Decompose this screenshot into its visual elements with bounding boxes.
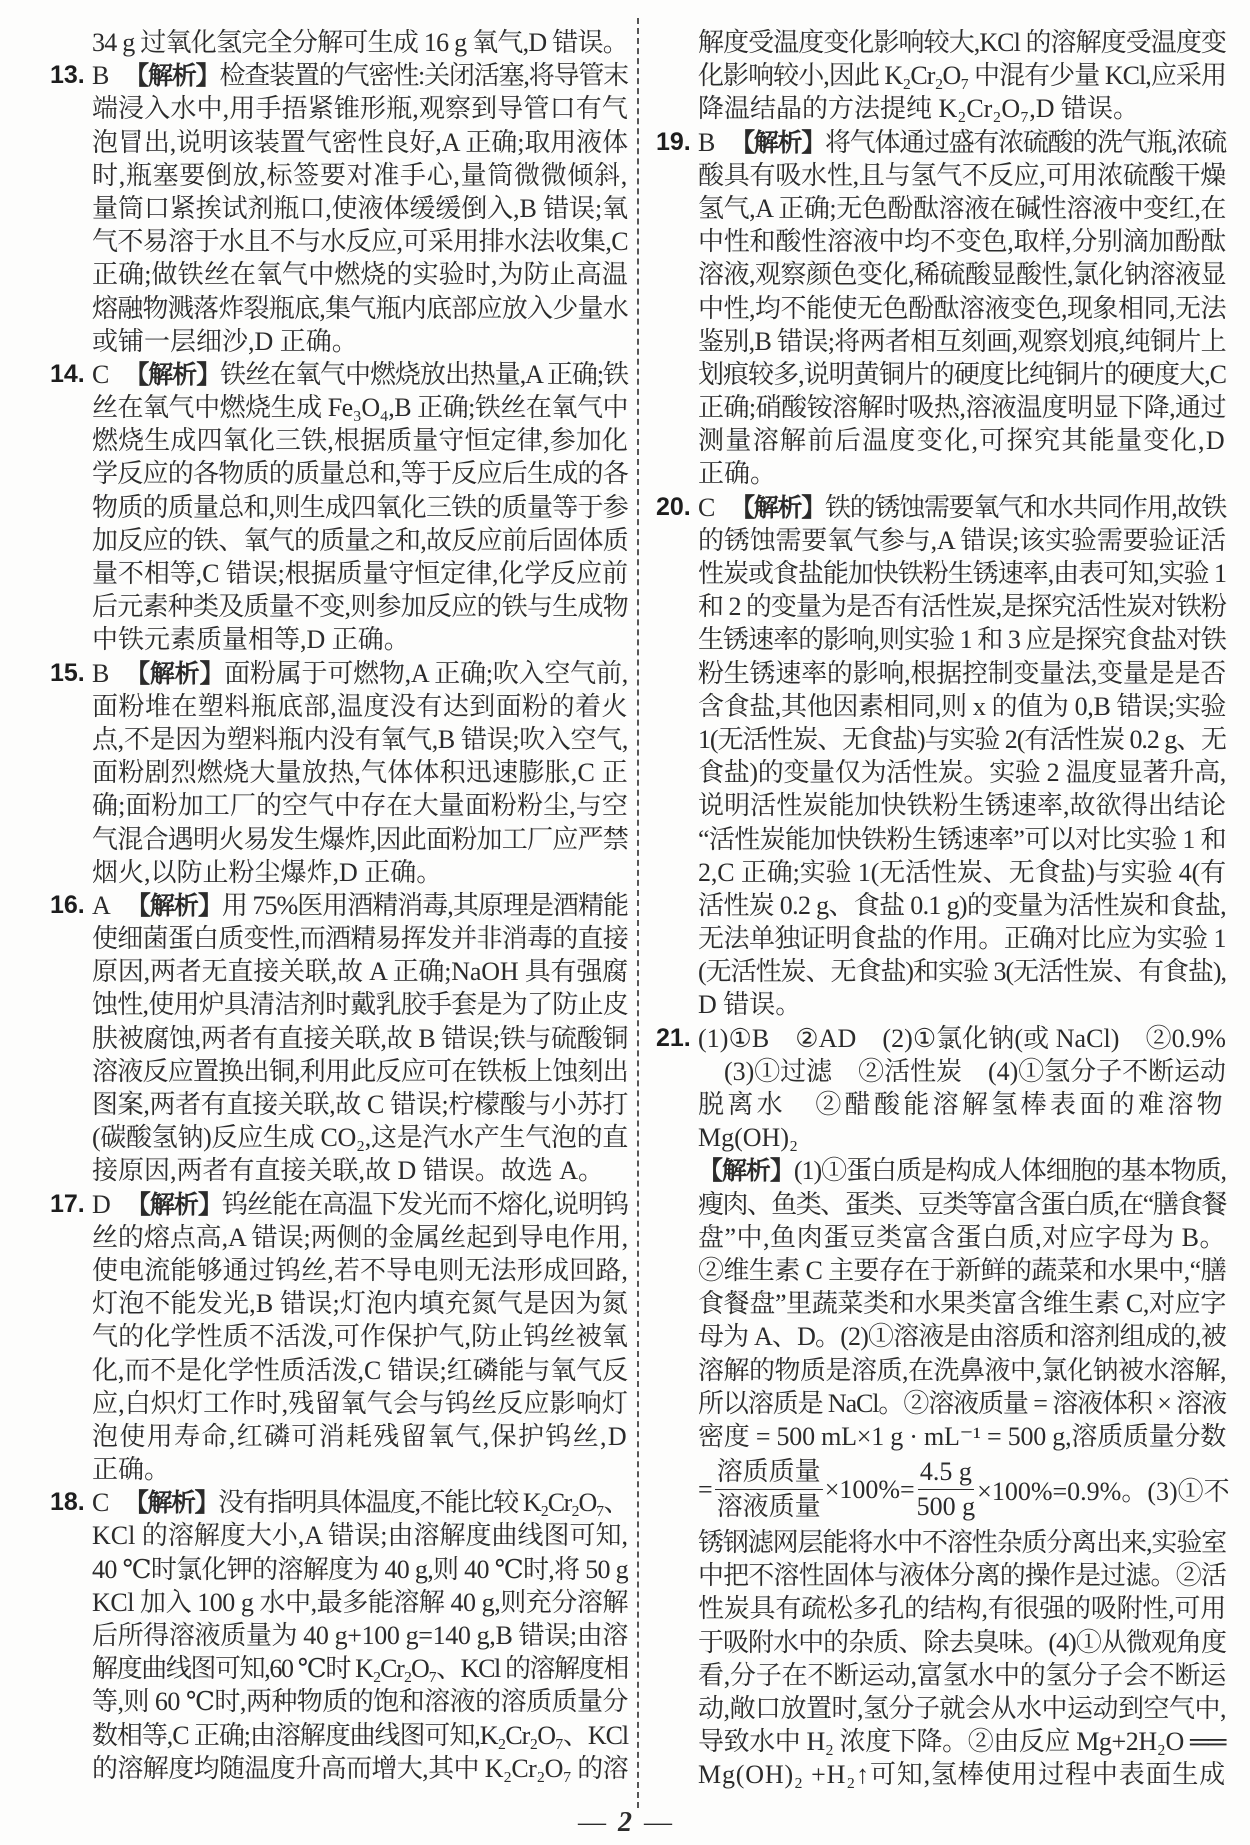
text-line (698, 988, 1226, 1021)
text-line (698, 922, 1226, 955)
line-text: 中铁元素质量相等,D 正确。 (92, 625, 410, 655)
line-text: (无活性炭、无食盐)和实验 3(无活性炭、有食盐), (698, 957, 1226, 987)
line-text: 粉生锈速率的影响,根据控制变量法,变量是是否 (698, 658, 1226, 688)
text-line (92, 955, 628, 988)
line-text: 使细菌蛋白质变性,而酒精易挥发并非消毒的直接 (92, 924, 628, 954)
text-line (92, 756, 628, 789)
line-text: 氢气,A 正确;无色酚酞溶液在碱性溶液中变红,在 (698, 193, 1226, 223)
answer-item-first-line (50, 358, 628, 391)
denominator: 溶液质量 (716, 1492, 821, 1522)
text-line (698, 524, 1226, 557)
line-text: 燃烧生成四氧化三铁,根据质量守恒定律,参加化 (92, 426, 628, 456)
text-line (698, 1420, 1226, 1453)
line-text: 盘”中,鱼肉蛋豆类富含蛋白质,对应字母为 B。 (698, 1222, 1226, 1252)
line-text: Mg(OH)₂ (698, 1123, 799, 1153)
text-line (698, 1055, 1226, 1088)
text-line (92, 491, 628, 524)
denominator: 500 g (916, 1492, 976, 1522)
line-text: 灯泡不能发光,B 错误;灯泡内填充氮气是因为氮 (92, 1289, 628, 1319)
text-line (698, 1758, 1226, 1791)
footer-dash: — (644, 1807, 672, 1838)
line-text: 正确;硝酸铵溶解时吸热,溶液温度明显下降,通过 (698, 393, 1226, 423)
line-text: 解度曲线图可知,60 ℃时 K₂Cr₂O₇、KCl 的溶解度相 (92, 1654, 628, 1684)
text-line (698, 1121, 1226, 1154)
line-text: 性炭具有疏松多孔的结构,有很强的吸附性,可用 (698, 1594, 1226, 1624)
text-line (698, 590, 1226, 623)
line-text: 降温结晶的方法提纯 K₂Cr₂O₇,D 错误。 (698, 94, 1140, 124)
line-text: KCl 加入 100 g 水中,最多能溶解 40 g,则充分溶解 (92, 1587, 628, 1617)
text-line (92, 1553, 628, 1586)
item-number: 15. (50, 658, 85, 687)
line-text: 熔融物溅落炸裂瓶底,集气瓶内底部应放入少量水 (92, 293, 628, 323)
line-text: 中性和酸性溶液中均不变色,取样,分别滴加酚酞 (698, 227, 1226, 257)
text-line (92, 391, 628, 424)
text-segment: ×100%= (824, 1474, 915, 1504)
answer-choice: B (92, 658, 110, 688)
item-number: 18. (50, 1488, 85, 1517)
text-line (92, 126, 628, 159)
line-text: “活性炭能加快铁粉生锈速率”可以对比实验 1 和 (698, 824, 1226, 854)
text-line (92, 1354, 628, 1387)
text-line (92, 292, 628, 325)
answer-item-first-line (50, 1188, 628, 1221)
line-text: 面粉属于可燃物,A 正确;吹入空气前, (224, 658, 628, 688)
numerator: 4.5 g (918, 1455, 974, 1490)
text-line (698, 889, 1226, 922)
analysis-tag: 【解析】 (698, 1157, 794, 1186)
line-text: 性炭或食盐能加快铁粉生锈速率,由表可知,实验 1 (698, 559, 1226, 588)
text-line (92, 159, 628, 192)
text-line (698, 1254, 1226, 1287)
line-text: 导致水中 H₂ 浓度下降。②由反应 Mg+2H₂O ══ (698, 1727, 1226, 1757)
text-line (92, 823, 628, 856)
line-text: 34 g 过氧化氢完全分解可生成 16 g 氧气,D 错误。 (92, 28, 628, 57)
text-line (92, 922, 628, 955)
line-text: KCl 的溶解度大小,A 错误;由溶解度曲线图可知, (92, 1521, 628, 1551)
text-line (698, 690, 1226, 723)
text-line (92, 723, 628, 756)
text-line (698, 723, 1226, 756)
text-line (92, 1022, 628, 1055)
line-text: 没有指明具体温度,不能比较 K₂Cr₂O₇、 (218, 1488, 629, 1518)
line-text: 动,敞口放置时,氢分子就会从水中运动到空气中, (698, 1694, 1226, 1723)
line-text: 肤被腐蚀,两者有直接关联,故 B 错误;铁与硫酸铜 (92, 1023, 628, 1053)
line-text: 的溶解度均随温度升高而增大,其中 K₂Cr₂O₇ 的溶 (92, 1753, 628, 1783)
text-line (698, 225, 1226, 258)
text-line (92, 325, 628, 358)
line-text: 等,则 60 ℃时,两种物质的饱和溶液的溶质质量分 (92, 1687, 628, 1717)
item-number: 13. (50, 61, 85, 90)
line-text: 所以溶质是 NaCl。②溶液质量 = 溶液体积 × 溶液 (698, 1388, 1226, 1418)
item-number: 17. (50, 1189, 85, 1218)
line-text: 无法单独证明食盐的作用。正确对比应为实验 1 (698, 924, 1226, 954)
text-line (92, 856, 628, 889)
text-line (92, 623, 628, 656)
line-text: (1)①B ②AD (2)①氯化钠(或 NaCl) ②0.9% (698, 1023, 1226, 1053)
analysis-tag: 【解析】 (124, 360, 221, 389)
line-text: 泡使用寿命,红磷可消耗残留氧气,保护钨丝,D (92, 1421, 628, 1451)
text-line (698, 955, 1226, 988)
text-line (698, 391, 1226, 424)
line-text: 2,C 正确;实验 1(无活性炭、无食盐)与实验 4(有 (698, 857, 1226, 887)
line-text: 气的化学性质不活泼,可作保护气,防止钨丝被氧 (92, 1322, 628, 1352)
line-text: 端浸入水中,用手捂紧锥形瓶,观察到导管口有气 (92, 94, 628, 124)
numerator: 溶质质量 (715, 1455, 823, 1490)
right-column (656, 26, 1230, 1792)
item-number: 16. (50, 890, 85, 919)
text-line (698, 1725, 1226, 1758)
line-text: 溶液,观察颜色变化,稀硫酸显酸性,氯化钠溶液显 (698, 260, 1226, 290)
text-line (92, 258, 628, 291)
text-line (698, 159, 1226, 192)
line-text: 生锈速率的影响,则实验 1 和 3 应是探究食盐对铁 (698, 625, 1226, 655)
line-text: 学反应的各物质的质量总和,等于反应后生成的各 (92, 459, 628, 489)
text-line (92, 1055, 628, 1088)
answer-item-first-line (50, 657, 628, 690)
line-text: 活性炭 0.2 g、食盐 0.1 g)的变量为活性炭和食盐, (698, 890, 1226, 920)
line-text: 面粉剧烈燃烧大量放热,气体体积迅速膨胀,C 正 (92, 758, 628, 788)
text-line (92, 1519, 628, 1552)
text-line (698, 1188, 1226, 1221)
line-text: 时,瓶塞要倒放,标签要对准手心,量筒微微倾斜, (92, 160, 628, 190)
text-line (92, 1619, 628, 1652)
text-line (92, 26, 628, 59)
line-text: 蚀性,使用炉具清洁剂时戴乳胶手套是为了防止皮 (92, 990, 628, 1020)
analysis-tag: 【解析】 (730, 128, 826, 157)
line-text: 锈钢滤网层能将水中不溶性杂质分离出来,实验室 (698, 1528, 1226, 1558)
line-text: 酸具有吸水性,且与氢气不反应,可用浓硫酸干燥 (698, 160, 1226, 190)
line-text: 图案,两者有直接关联,故 C 错误;柠檬酸与小苏打 (92, 1090, 628, 1119)
line-text: 气混合遇明火易发生爆炸,因此面粉加工厂应严禁 (92, 824, 628, 854)
line-text: (1)①蛋白质是构成人体细胞的基本物质, (793, 1156, 1226, 1186)
text-line (698, 92, 1226, 125)
text-line (92, 225, 628, 258)
text-line (92, 424, 628, 457)
line-text: 正确。 (698, 459, 777, 489)
text-line (92, 1320, 628, 1353)
line-text: D 错误。 (698, 990, 802, 1020)
item-number: 21. (656, 1023, 691, 1052)
text-line (92, 1254, 628, 1287)
line-text: 中把不溶性固体与液体分离的操作是过滤。②活 (698, 1561, 1226, 1591)
line-text: 正确。 (92, 1455, 171, 1485)
item-number: 20. (656, 492, 691, 521)
line-text: 物质的质量总和,则生成四氧化三铁的质量等于参 (92, 492, 628, 522)
line-text: 烟火,以防止粉尘爆炸,D 正确。 (92, 857, 443, 887)
text-line (92, 789, 628, 822)
answer-choice: C (698, 492, 715, 522)
line-text: 气不易溶于水且不与水反应,可采用排水法收集,C (92, 227, 628, 257)
line-text: 1(无活性炭、无食盐)与实验 2(有活性炭 0.2 g、无 (698, 724, 1226, 754)
text-line (698, 1287, 1226, 1320)
analysis-tag: 【解析】 (124, 62, 220, 91)
text-line (698, 1626, 1226, 1659)
line-text: 食餐盘”里蔬菜类和水果类富含维生素 C,对应字 (698, 1289, 1226, 1319)
column-divider (637, 18, 639, 1808)
line-text: 确;面粉加工厂的空气中存在大量面粉粉尘,与空 (92, 791, 628, 821)
line-text: 铁丝在氧气中燃烧放出热量,A 正确;铁 (220, 359, 628, 389)
text-line (92, 557, 628, 590)
text-line (698, 1088, 1226, 1121)
line-text: 于吸附水中的杂质、除去臭味。(4)①从微观角度 (698, 1627, 1226, 1657)
line-text: 食盐)的变量仅为活性炭。实验 2 温度显著升高, (698, 758, 1226, 788)
text-line (92, 1420, 628, 1453)
text-line (698, 1592, 1226, 1625)
text-line (92, 690, 628, 723)
text-line (698, 557, 1226, 590)
answer-item-first-line (50, 889, 628, 922)
line-text: 后元素种类及质量不变,则参加反应的铁与生成物 (92, 592, 628, 622)
answer-choice: A (92, 890, 110, 920)
analysis-tag: 【解析】 (125, 659, 225, 688)
text-line (698, 1526, 1226, 1559)
text-line (92, 457, 628, 490)
page-number: 2 (618, 1807, 632, 1838)
text-line (92, 192, 628, 225)
analysis-tag: 【解析】 (125, 891, 222, 920)
text-line (698, 1387, 1226, 1420)
text-line (698, 856, 1226, 889)
text-line (92, 1453, 628, 1486)
line-text: 的锈蚀需要氧气参与,A 错误;该实验需要验证活 (698, 525, 1226, 555)
text-line (92, 1685, 628, 1718)
text-line (698, 1692, 1226, 1725)
analysis-tag: 【解析】 (730, 493, 826, 522)
line-text: 说明活性炭能加快铁粉生锈速率,故欲得出结论 (698, 791, 1226, 821)
line-text: 面粉堆在塑料瓶底部,温度没有达到面粉的着火 (92, 691, 628, 721)
text-line (698, 1221, 1226, 1254)
line-text: 使电流能够通过钨丝,若不导电则无法形成回路, (92, 1255, 628, 1285)
text-line (698, 756, 1226, 789)
answer-choice: C (92, 1488, 108, 1518)
text-line (92, 1752, 628, 1785)
text-line (92, 1387, 628, 1420)
line-text: 量不相等,C 错误;根据质量守恒定律,化学反应前 (92, 559, 628, 588)
line-text: 鉴别,B 错误;将两者相互刻画,观察划痕,纯铜片上 (698, 326, 1226, 356)
line-text: 原因,两者无直接关联,故 A 正确;NaOH 具有强腐 (92, 957, 628, 987)
text-line (92, 1121, 628, 1154)
text-line (92, 1088, 628, 1121)
text-line (698, 59, 1226, 92)
line-text: Mg(OH)₂ +H₂↑可知,氢棒使用过程中表面生成 (698, 1760, 1226, 1790)
text-line (698, 1320, 1226, 1353)
line-text: 脱离水 ②醋酸能溶解氢棒表面的难溶物 (698, 1090, 1226, 1119)
text-line (92, 1586, 628, 1619)
answer-choice: B (92, 61, 109, 91)
line-text: 溶解的物质是溶质,在洗鼻液中,氯化钠被水溶解, (698, 1355, 1226, 1385)
page-footer (0, 1806, 1250, 1840)
item-number: 19. (656, 127, 691, 156)
text-line (698, 457, 1226, 490)
line-text: 密度 = 500 mL×1 g · mL⁻¹ = 500 g,溶质质量分数 (698, 1421, 1226, 1451)
text-line (698, 325, 1226, 358)
line-text: 看,分子在不断运动,富氢水中的氢分子会不断运 (698, 1660, 1226, 1690)
line-text: 中性,均不能使无色酚酞溶液变色,现象相同,无法 (698, 293, 1226, 323)
item-number: 14. (50, 359, 85, 388)
text-line (698, 26, 1226, 59)
text-line (92, 1221, 628, 1254)
line-text: 解度受温度变化影响较大,KCl 的溶解度受温度变 (698, 28, 1226, 57)
line-text: 溶液反应置换出铜,利用此反应可在铁板上蚀刻出 (92, 1056, 628, 1086)
line-text: 检查装置的气密性:关闭活塞,将导管末 (219, 61, 628, 91)
fraction (917, 1455, 976, 1524)
text-line (92, 590, 628, 623)
line-text: 接原因,两者有直接关联,故 D 错误。故选 A。 (92, 1156, 605, 1186)
line-text: 和 2 的变量为是否有活性炭,是探究活性炭对铁粉 (698, 592, 1226, 622)
line-text: 正确;做铁丝在氧气中燃烧的实验时,为防止高温 (92, 260, 628, 290)
line-text: 加反应的铁、氧气的质量之和,故反应前后固体质 (92, 525, 628, 555)
text-line (698, 789, 1226, 822)
text-line (92, 92, 628, 125)
text-line (698, 292, 1226, 325)
text-segment: = (698, 1474, 713, 1504)
text-line (698, 424, 1226, 457)
line-text: 用 75%医用酒精消毒,其原理是酒精能 (221, 890, 628, 920)
answer-item-first-line (656, 1022, 1226, 1055)
line-text: 数相等,C 正确;由溶解度曲线图可知,K₂Cr₂O₇、KCl (92, 1720, 628, 1750)
line-text: 或铺一层细沙,D 正确。 (92, 326, 358, 356)
line-text: 含食盐,其他因素相同,则 x 的值为 0,B 错误;实验 (698, 691, 1226, 721)
text-line (698, 657, 1226, 690)
answer-item-first-line (656, 491, 1226, 524)
text-line (698, 1354, 1226, 1387)
answer-item-first-line (50, 1486, 629, 1519)
text-line (698, 623, 1226, 656)
line-text: 将气体通过盛有浓硫酸的洗气瓶,浓硫 (825, 127, 1226, 157)
fraction (715, 1455, 823, 1524)
text-segment: ×100%=0.9%。(3)①不 (977, 1477, 1230, 1507)
text-line (92, 988, 628, 1021)
fraction-line (698, 1453, 1230, 1526)
text-line (92, 1287, 628, 1320)
line-text: 应,白炽灯工作时,残留氧气会与钨丝反应影响灯 (92, 1388, 628, 1418)
text-line (698, 823, 1226, 856)
answer-choice: B (698, 127, 715, 157)
text-line (698, 1559, 1226, 1592)
text-line (698, 258, 1226, 291)
line-text: 量筒口紧挨试剂瓶口,使液体缓缓倒入,B 错误;氧 (92, 193, 628, 223)
line-text: 划痕较多,说明黄铜片的硬度比纯铜片的硬度大,C (698, 359, 1226, 389)
text-line (698, 192, 1226, 225)
answer-item-first-line (50, 59, 628, 92)
text-line (92, 1154, 628, 1187)
line-text: 母为 A、D。(2)①溶液是由溶质和溶剂组成的,被 (698, 1322, 1226, 1352)
line-text: 40 ℃时氯化钾的溶解度为 40 g,则 40 ℃时,将 50 g (92, 1554, 628, 1584)
text-line (698, 358, 1226, 391)
answer-item-first-line (656, 126, 1226, 159)
line-text: (碳酸氢钠)反应生成 CO₂,这是汽水产生气泡的直 (92, 1123, 628, 1153)
line-text: 丝在氧气中燃烧生成 Fe₃O₄,B 正确;铁丝在氧气中 (92, 393, 628, 423)
analysis-tag: 【解析】 (125, 1190, 222, 1219)
line-text: ②维生素 C 主要存在于新鲜的蔬菜和水果中,“膳 (698, 1255, 1226, 1285)
text-line (92, 1719, 628, 1752)
text-line (698, 1154, 1226, 1187)
line-text: 丝的熔点高,A 错误;两侧的金属丝起到导电作用, (92, 1222, 628, 1252)
answer-choice: C (92, 359, 109, 389)
analysis-tag: 【解析】 (123, 1489, 219, 1518)
line-text: 测量溶解前后温度变化,可探究其能量变化,D (698, 426, 1226, 456)
text-line (698, 1659, 1226, 1692)
line-text: 瘦肉、鱼类、蛋类、豆类等富含蛋白质,在“膳食餐 (698, 1189, 1226, 1219)
line-text: 钨丝能在高温下发光而不熔化,说明钨 (221, 1189, 628, 1219)
line-text: 铁的锈蚀需要氧气和水共同作用,故铁 (825, 492, 1226, 522)
line-text: 泡冒出,说明该装置气密性良好,A 正确;取用液体 (92, 127, 628, 157)
text-line (92, 1652, 628, 1685)
footer-dash: — (578, 1807, 606, 1838)
line-text: 化影响较小,因此 K₂Cr₂O₇ 中混有少量 KCl,应采用 (698, 61, 1226, 91)
answer-choice: D (92, 1189, 110, 1219)
line-text: 化,而不是化学性质活泼,C 错误;红磷能与氧气反 (92, 1355, 628, 1385)
line-text: 后所得溶液质量为 40 g+100 g=140 g,B 错误;由溶 (92, 1621, 628, 1650)
line-text: (3)①过滤 ②活性炭 (4)①氢分子不断运动 (698, 1056, 1226, 1086)
left-column (50, 26, 629, 1785)
line-text: 点,不是因为塑料瓶内没有氧气,B 错误;吹入空气, (92, 724, 628, 754)
text-line (92, 524, 628, 557)
